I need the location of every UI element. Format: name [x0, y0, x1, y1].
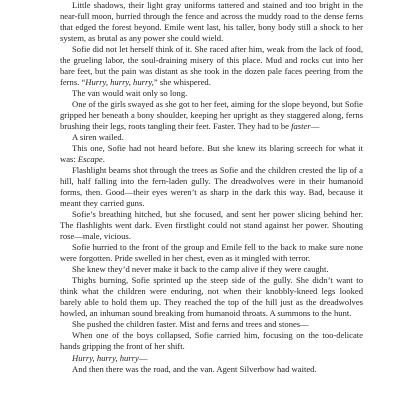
body-text	[60, 0, 363, 375]
paragraph-13: When one of the boys collapsed, Sofie carried him, focusing on the too-delicate hands gripping the front of her shift.	[60, 330, 363, 352]
paragraph-8: Sofie’s breathing hitched, but she focused, and sent her power slicing behind her. The flashlights went dark. Even firstlight could not stand against her power. Shouting rose—male, vicious.	[60, 209, 363, 242]
paragraph-3: The van would wait only so long.	[72, 88, 188, 99]
emphasis: Escape	[77, 154, 103, 165]
paragraph-9: Sofie hurried to the front of the group and Emile fell to the back to make sure none were forgotten. Pride swelled in her chest, even as it mingled with terror.	[60, 242, 363, 264]
paragraph-5: A siren wailed.	[72, 132, 124, 143]
emphasis: Hurry, hurry, hurry,	[85, 77, 154, 88]
paragraph-10: She knew they’d never make it back to the camp alive if they were caught.	[72, 264, 329, 275]
paragraph-2: Sofie did not let herself think of it. She raced after him, weak from the lack of food, the grueling labor, the soul-draining misery of this place. Mud and rocks cut into her bare feet, but the pain was distant as she took in the dozen pale faces peering from the ferns. “Hurry, hurry, hurry,” she whispered.	[60, 44, 363, 88]
emphasis: faster	[291, 121, 311, 132]
paragraph-6: This one, Sofie had not heard before. But she knew its blaring screech for what it was: Escape.	[60, 143, 363, 165]
paragraph-4: One of the girls swayed as she got to her feet, aiming for the slope beyond, but Sofie gripped her beneath a bony shoulder, keeping her upright as they staggered along, ferns brushing their legs, roots tangling their feet. Faster. They had to be faster—	[60, 99, 363, 132]
paragraph-14: Hurry, hurry, hurry—	[72, 352, 148, 363]
paragraph-11: Thighs burning, Sofie sprinted up the steep side of the gully. She didn’t want to think what the children were enduring, not when their knobbly-kneed legs looked barely able to hold them up. They reached the top of the hill just as the dreadwolves howled, an inhuman sound breaking from humanoid throats. A summons to the hunt.	[60, 275, 363, 319]
paragraph-1: Little shadows, their light gray uniforms tattered and stained and too bright in the near-full moon, hurried through the fence and across the muddy road to the dense ferns that edged the forest beyond. Emile went last, his taller, bony body still a shock to her system, as brutal as any power she could wield.	[60, 0, 363, 44]
paragraph-7: Flashlight beams shot through the trees as Sofie and the children crested the lip of a hill, half falling into the fern-laden gully. The dreadwolves were in their humanoid forms, then. Good—their eyes weren’t as sharp in the dark this way. Bad, because it meant they carried guns.	[60, 165, 363, 209]
emphasis: Hurry, hurry, hurry	[72, 352, 139, 363]
paragraph-15: And then there was the road, and the van. Agent Silverbow had waited.	[72, 363, 317, 374]
paragraph-12: She pushed the children faster. Mist and ferns and trees and stones—	[72, 319, 309, 330]
